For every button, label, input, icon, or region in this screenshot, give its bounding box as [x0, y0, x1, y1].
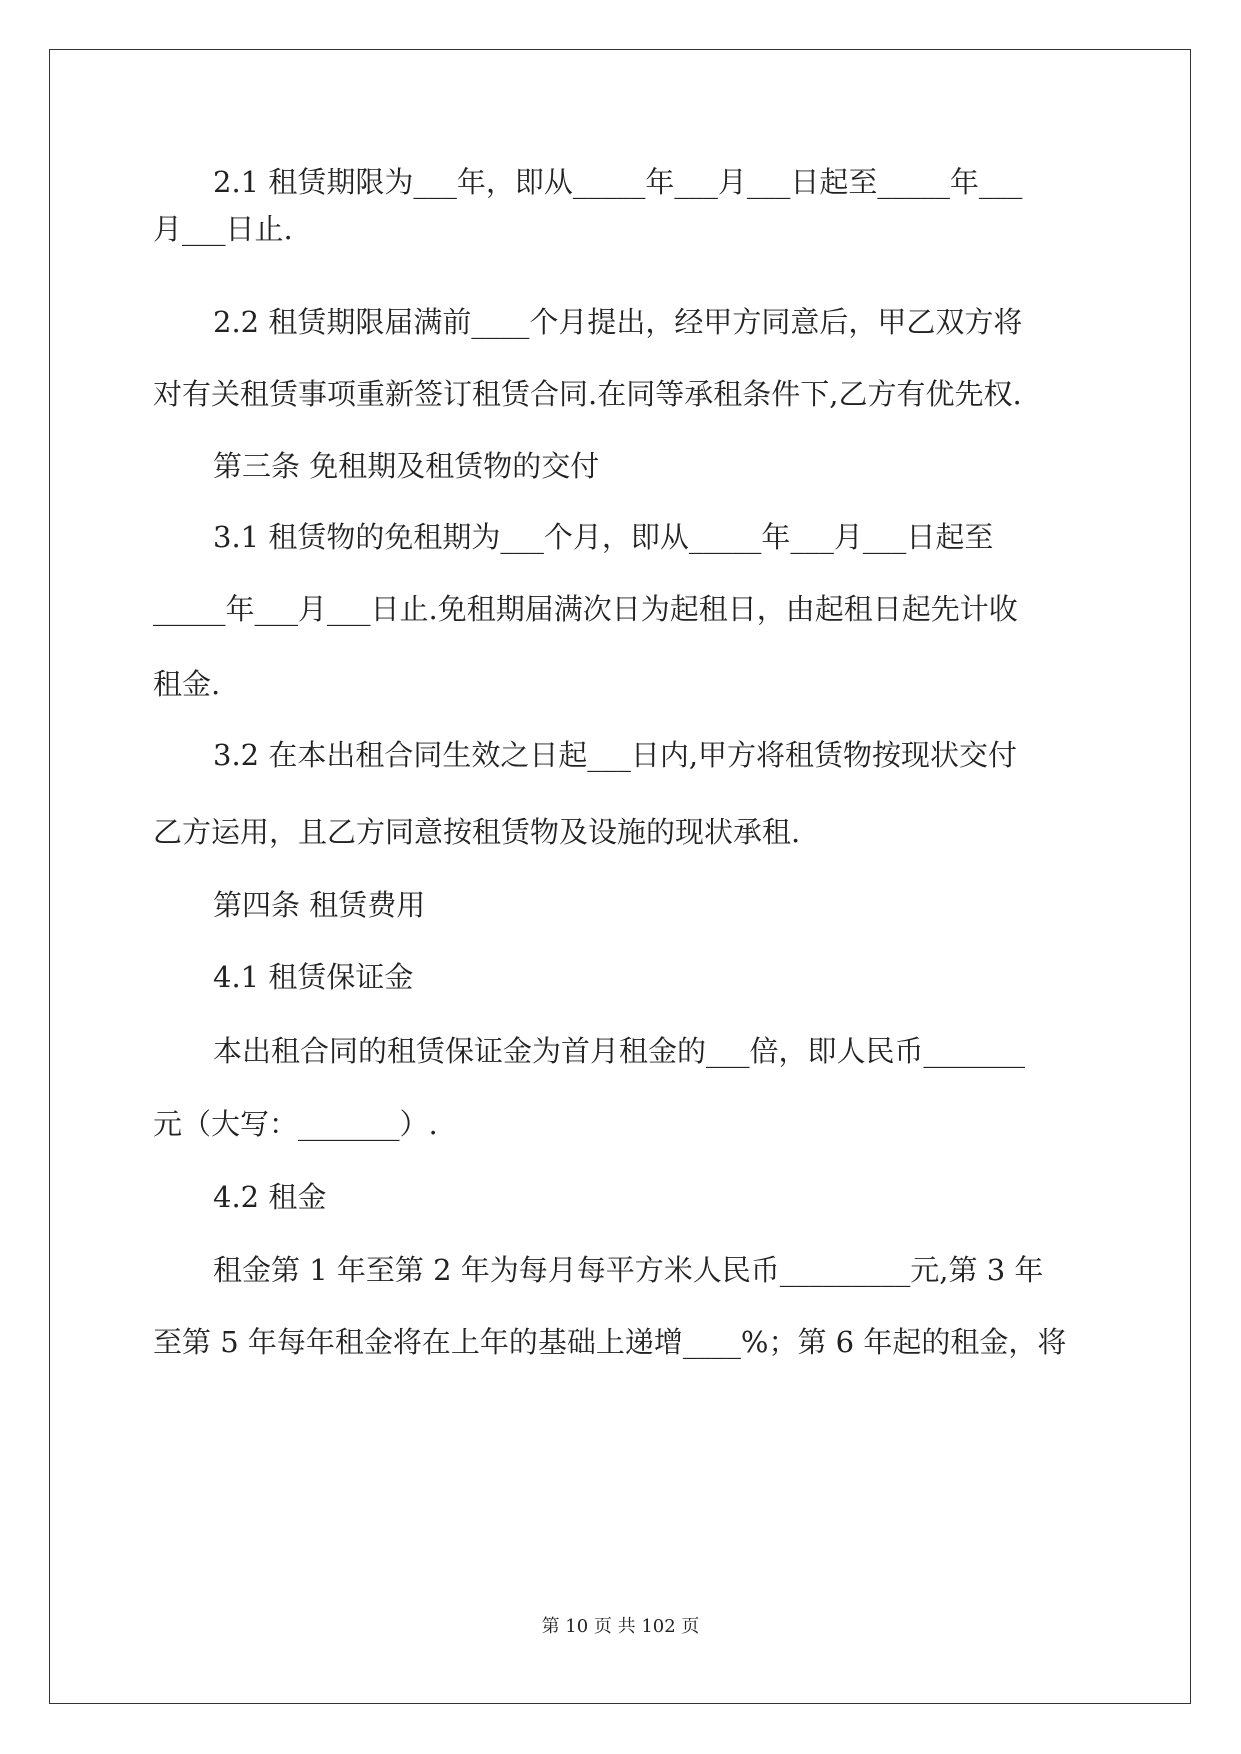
- clause-4-2-line-2: 至第 5 年每年租金将在上年的基础上递增____%；第 6 年起的租金，将: [153, 1325, 1067, 1359]
- clause-2-2-line-2: 对有关租赁事项重新签订租赁合同.在同等承租条件下,乙方有优先权.: [153, 377, 1022, 411]
- clause-4-2-line-1: 租金第 1 年至第 2 年为每月每平方米人民币_________元,第 3 年: [213, 1253, 1044, 1287]
- page-border: [49, 49, 1191, 1704]
- clause-3-1-line-2: _____年___月___日止.免租期届满次日为起租日，由起租日起先计收: [153, 592, 1018, 626]
- clause-3-2-line-2: 乙方运用，且乙方同意按租赁物及设施的现状承租.: [153, 815, 801, 849]
- page-number: 第 10 页 共 102 页: [541, 1616, 700, 1637]
- clause-2-1-line-2: 月___日止.: [153, 212, 293, 246]
- clause-2-2-line-1: 2.2 租赁期限届满前____个月提出，经甲方同意后，甲乙双方将: [213, 305, 1023, 339]
- clause-4-1-line-1: 本出租合同的租赁保证金为首月租金的___倍，即人民币_______: [213, 1034, 1026, 1068]
- clause-2-1-line-1: 2.1 租赁期限为___年，即从_____年___月___日起至_____年___: [213, 165, 1023, 199]
- article-4-heading: 第四条 租赁费用: [213, 888, 426, 922]
- clause-3-1-line-3: 租金.: [153, 667, 221, 701]
- clause-4-2-heading: 4.2 租金: [213, 1180, 327, 1214]
- clause-3-2-line-1: 3.2 在本出租合同生效之日起___日内,甲方将租赁物按现状交付: [213, 738, 1018, 772]
- clause-4-1-line-2: 元（大写：_______）.: [153, 1107, 438, 1141]
- clause-3-1-line-1: 3.1 租赁物的免租期为___个月，即从_____年___月___日起至: [213, 520, 994, 554]
- clause-4-1-heading: 4.1 租赁保证金: [213, 960, 414, 994]
- article-3-heading: 第三条 免租期及租赁物的交付: [213, 449, 600, 483]
